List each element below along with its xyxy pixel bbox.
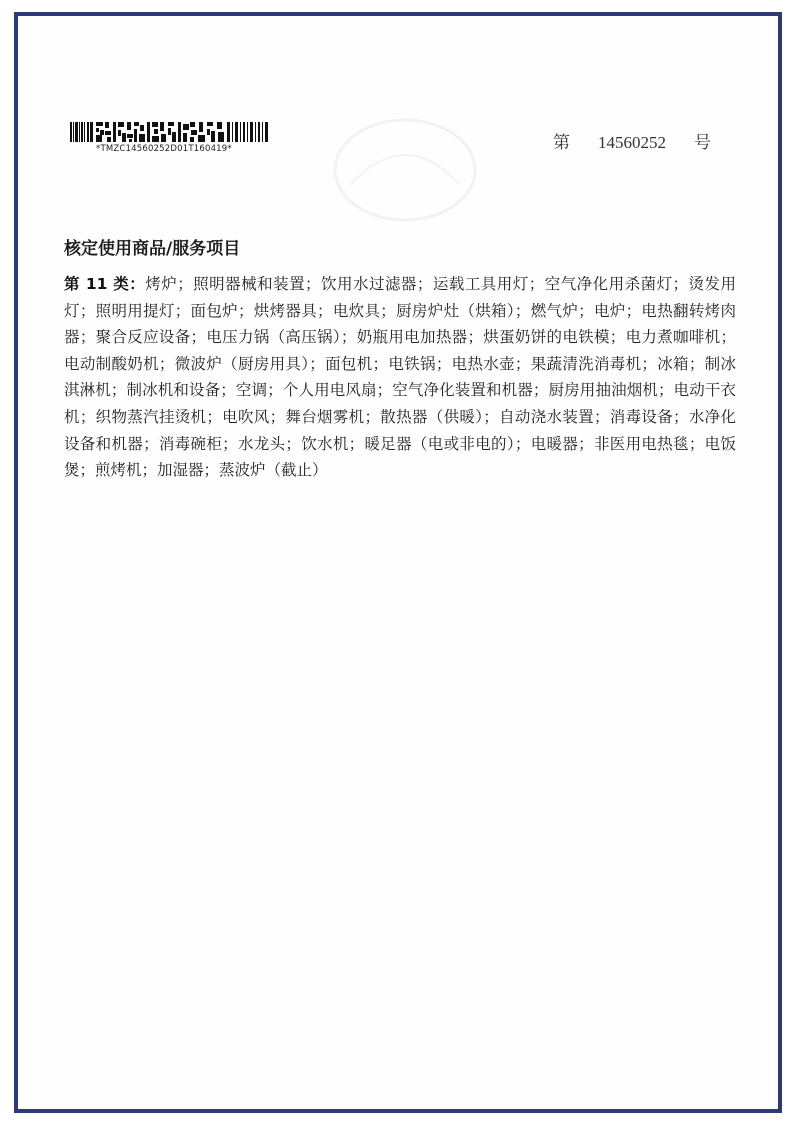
goods-items-text: 烤炉；照明器械和装置；饮用水过滤器；运载工具用灯；空气净化用杀菌灯；烫发用灯；照明用提灯；面包炉；烘烤器具；电炊具；厨房炉灶（烘箱）；燃气炉；电炉；电热翻转烤肉器；聚合反应设备；电压力锅（高压锅）；奶瓶用电加热器；烘蛋奶饼的电铁模；电力煮咖啡机；电动制酸奶机；微波炉（厨房用具）；面包机；电铁锅；电热水壶；果蔬清洗消毒机；冰箱；制冰淇淋机；制冰机和设备；空调；个人用电风扇；空气净化装置和机器；厨房用抽油烟机；电动干衣机；织物蒸汽挂烫机；电吹风；舞台烟雾机；散热器（供暖）；自动浇水装置；消毒设备；水净化设备和机器；消毒碗柜；水龙头；饮水机；暖足器（电或非电的）；电暖器；非医用电热毯；电饭煲；煎烤机；加湿器；蒸波炉（截止） — [64, 275, 736, 480]
barcode-block — [70, 122, 270, 154]
section-title: 核定使用商品/服务项目 — [64, 239, 241, 259]
registration-number-value: 14560252 — [598, 133, 666, 152]
barcode-caption: *TMZC14560252D01T160419* — [96, 144, 232, 154]
registration-number — [553, 128, 711, 153]
faint-seal-watermark — [330, 115, 480, 225]
barcode-image — [70, 122, 270, 142]
goods-class-label: 第 11 类： — [64, 275, 146, 293]
goods-list-paragraph — [64, 271, 736, 484]
registration-suffix: 号 — [694, 133, 711, 153]
registration-prefix: 第 — [553, 133, 570, 153]
